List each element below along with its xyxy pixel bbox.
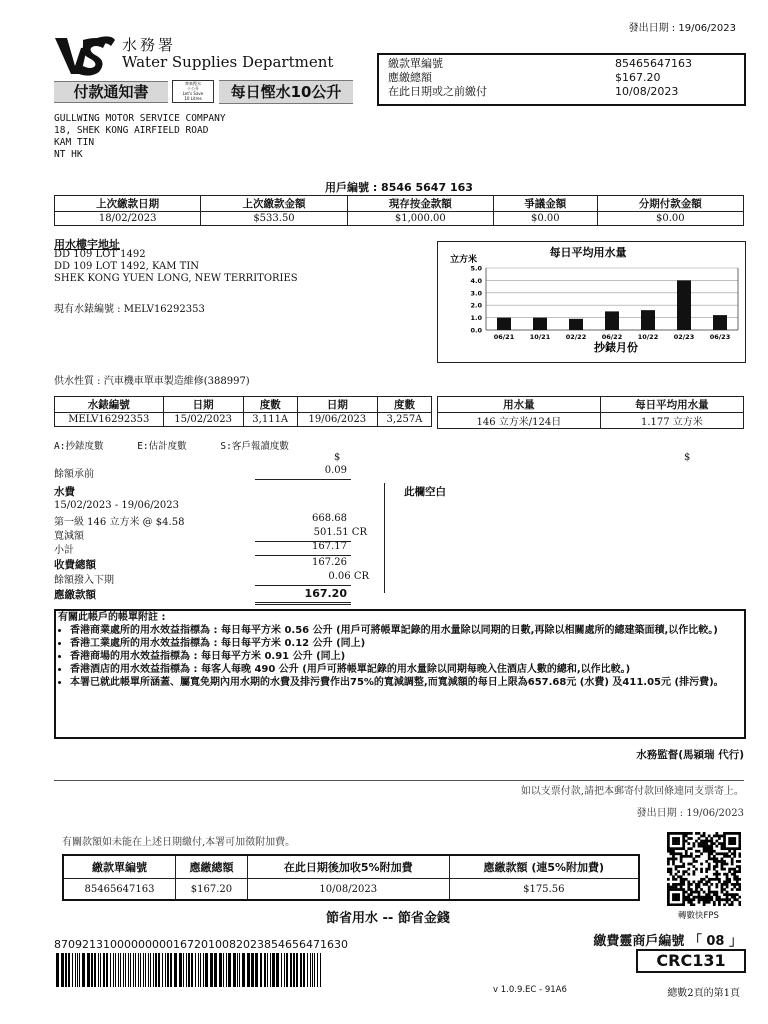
reading-value: 3,111A (243, 413, 297, 427)
legend-item: E:估計度數 (137, 441, 187, 452)
summary-label: 應繳總額 (388, 71, 432, 84)
premises-title: 用水樓宇地址 (54, 238, 120, 251)
reading-header: 度數 (243, 397, 297, 413)
notes-list (58, 624, 742, 689)
usage-value: 146 立方米/124日 (438, 413, 601, 429)
usage-chart-svg (438, 242, 745, 362)
legend-item: S:客戶報讀度數 (220, 441, 289, 452)
chart-xtick-label: 06/23 (709, 333, 731, 341)
account-number: 用戶編號 : 8546 5647 163 (325, 181, 473, 194)
cheque-note: 如以支票付款,請把本郵寄付款回條連同支票寄上。 (520, 786, 744, 797)
barcode-icon (54, 953, 474, 987)
reading-legend (54, 438, 289, 452)
chart-xtick-label: 02/23 (673, 333, 695, 341)
account-header: 爭議金額 (493, 196, 597, 212)
tear-line (54, 780, 744, 781)
usage-table (437, 396, 744, 429)
chart-xlabel: 抄錶月份 (594, 341, 638, 354)
chart-ylabel: 立方米 (450, 255, 478, 265)
usage-header: 用水量 (438, 397, 601, 413)
summary-box (377, 53, 746, 106)
chart-bar (677, 280, 691, 330)
signature: 水務監督(馬穎瑞 代行) (636, 749, 744, 761)
note-item: • 香港商業處所的用水效益指標為 : 每日每平方米 0.56 公升 (用戶可將帳單記錄的用水量除以同期的日數,再除以相關處所的總建築面積,以作比較。) (70, 624, 742, 637)
legend-item: A:抄錶度數 (54, 441, 104, 452)
usage-value: 1.177 立方米 (600, 413, 743, 429)
account-value: $1,000.00 (347, 212, 493, 226)
chart-xtick-label: 06/21 (493, 333, 515, 341)
tier-value: 668.68 (312, 513, 347, 524)
chart-bar (533, 318, 547, 330)
address-line: GULLWING MOTOR SERVICE COMPANY (54, 113, 226, 124)
blank-note: 此欄空白 (404, 486, 446, 498)
slip-header: 繳款單編號 (63, 855, 176, 879)
slip-table (62, 854, 640, 901)
mailing-address (54, 113, 226, 161)
chart-xtick-label: 10/21 (529, 333, 551, 341)
carry-label: 餘額撥入下期 (54, 575, 114, 586)
premises-line: DD 109 LOT 1492 (54, 249, 146, 260)
usage-header: 每日平均用水量 (600, 397, 743, 413)
merchant-code: CRC131 (636, 949, 746, 973)
chart-ytick-label: 4.0 (470, 276, 482, 285)
premises-line: SHEK KONG YUEN LONG, NEW TERRITORIES (54, 273, 298, 284)
summary-labels (388, 57, 487, 99)
barcode-number: 870921310000000001672010082023854656471630 (54, 938, 348, 951)
slip-header: 在此日期後加收5%附加費 (247, 855, 449, 879)
version: v 1.0.9.EC - 91A6 (493, 985, 567, 995)
slip-value: 85465647163 (63, 879, 176, 901)
note-item: • 香港商場的用水效益指標為 : 每日每平方米 0.91 公升 (同上) (70, 650, 742, 663)
account-value: $533.50 (201, 212, 347, 226)
supply-nature: 供水性質 : 汽車機車單車製造維修(388997) (54, 376, 250, 387)
receipt-total-value: 167.26 (312, 557, 347, 568)
late-note: 有關款額如未能在上述日期繳付,本署可加徵附加費。 (62, 837, 296, 848)
merchant-label: 繳費靈商戶編號 「 08 」 (593, 934, 742, 949)
notes-box (54, 609, 746, 739)
reading-value: 19/06/2023 (297, 413, 377, 427)
receipt-total-label: 收費總額 (54, 559, 96, 571)
premises-line: DD 109 LOT 1492, KAM TIN (54, 261, 200, 272)
balance-value: 0.09 (324, 465, 347, 476)
chart-title: 每日平均用水量 (549, 246, 627, 259)
address-line: KAM TIN (54, 137, 95, 148)
reading-header: 日期 (297, 397, 377, 413)
chart-ytick-label: 0.0 (470, 326, 482, 335)
note-item: • 本署已就此帳單所涵蓋、屬寬免期內用水期的水費及排污費作出75%的寬減調整,而寬減額的每日上限為657.68元 (水費) 及411.05元 (排污費)。 (70, 676, 742, 689)
chart-bar (641, 310, 655, 330)
premises-address (54, 249, 298, 285)
separator-line (255, 555, 351, 556)
separator-line (255, 585, 351, 586)
motto: 節省用水 -- 節省金錢 (326, 911, 450, 926)
subtotal-value: 167.17 (312, 541, 347, 552)
dept-name-english: Water Supplies Department (122, 53, 334, 71)
slogan: 每日慳水10公升 (219, 80, 353, 104)
discount-label: 寬減額 (54, 531, 84, 542)
account-header: 分期付款金額 (597, 196, 743, 212)
reading-header: 度數 (377, 397, 431, 413)
due-value: 167.20 (304, 587, 347, 600)
reading-header: 日期 (163, 397, 243, 413)
carry-value: 0.06 CR (328, 571, 369, 582)
notes-title: 有關此帳戶的帳單附註 : (58, 612, 166, 623)
address-line: 18, SHEK KONG AIRFIELD ROAD (54, 125, 209, 136)
slip-value: $175.56 (449, 879, 639, 901)
account-header: 上次繳款日期 (55, 196, 201, 212)
fps-label: 轉數快FPS (678, 911, 719, 921)
account-header: 上次繳款金額 (201, 196, 347, 212)
chart-bar (713, 315, 727, 330)
chart-xtick-label: 10/22 (637, 333, 659, 341)
reading-value: MELV16292353 (55, 413, 164, 427)
chart-ytick-label: 2.0 (470, 301, 482, 310)
summary-values (615, 57, 692, 99)
chart-bar (569, 319, 583, 330)
currency-left: $ (334, 452, 341, 463)
slip-issue-date: 發出日期 : 19/06/2023 (636, 808, 744, 819)
balance-label: 餘額承前 (54, 469, 94, 480)
separator-line (255, 479, 351, 480)
water-charge-title: 水費 (54, 486, 75, 498)
notice-title: 付款通知書 (54, 81, 168, 103)
separator-line (255, 604, 351, 605)
slip-value: 10/08/2023 (247, 879, 449, 901)
summary-value: $167.20 (615, 71, 661, 84)
meter-number: 現有水錶編號 : MELV16292353 (54, 304, 205, 315)
tier-label: 第一級 146 立方米 @ $4.58 (54, 517, 185, 528)
chart-xtick-label: 06/22 (601, 333, 623, 341)
reading-value: 15/02/2023 (163, 413, 243, 427)
chart-ytick-label: 3.0 (470, 289, 482, 298)
note-item: • 香港工業處所的用水效益指標為 : 每日每平方米 0.12 公升 (同上) (70, 637, 742, 650)
note-item: • 香港酒店的用水效益指標為 : 每客人每晚 490 公升 (用戶可將帳單記錄的用水量除以同期每晚入住酒店人數的總和,以作比較。) (70, 663, 742, 676)
account-value: 18/02/2023 (55, 212, 201, 226)
reading-header: 水錶編號 (55, 397, 164, 413)
currency-right: $ (684, 452, 691, 463)
summary-value: 10/08/2023 (615, 85, 679, 98)
subtotal-label: 小計 (54, 545, 74, 556)
wsd-logo-icon (53, 34, 117, 78)
column-divider (384, 483, 385, 593)
reading-value: 3,257A (377, 413, 431, 427)
summary-label: 繳款單編號 (388, 57, 443, 70)
issue-date: 發出日期 : 19/06/2023 (628, 23, 736, 34)
usage-chart (437, 241, 746, 363)
dept-name-chinese: 水務署 (122, 36, 177, 54)
chart-bar (605, 311, 619, 330)
summary-label: 在此日期或之前繳付 (388, 85, 487, 98)
separator-line (255, 602, 351, 603)
slip-header: 應繳款額 (連5%附加費) (449, 855, 639, 879)
chart-ytick-label: 1.0 (470, 314, 482, 323)
account-table (54, 195, 744, 226)
account-value: $0.00 (597, 212, 743, 226)
slip-header: 應繳總額 (176, 855, 248, 879)
save-water-badge: 齊來慳水 十公升 Let's Save 10 Litres (172, 80, 214, 103)
slip-value: $167.20 (176, 879, 248, 901)
page-info: 總數2頁的第1頁 (667, 988, 740, 999)
fps-qr-code-icon (667, 832, 741, 906)
summary-value: 85465647163 (615, 57, 692, 70)
chart-bar (497, 318, 511, 330)
reading-table (54, 396, 432, 427)
due-label: 應繳款額 (54, 589, 96, 601)
chart-ytick-label: 5.0 (470, 264, 482, 273)
account-header: 現存按金款額 (347, 196, 493, 212)
discount-value: 501.51 CR (313, 527, 367, 538)
chart-xtick-label: 02/22 (565, 333, 587, 341)
address-line: NT HK (54, 149, 83, 160)
charge-period: 15/02/2023 - 19/06/2023 (54, 500, 180, 511)
account-value: $0.00 (493, 212, 597, 226)
